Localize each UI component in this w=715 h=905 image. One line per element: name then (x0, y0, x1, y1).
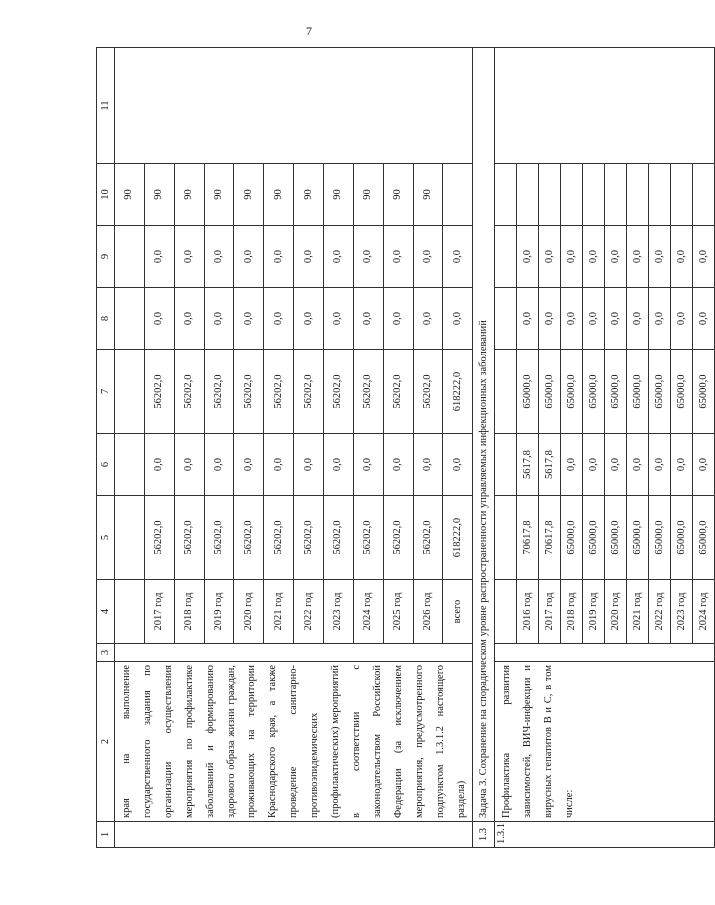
block1-description-text: края на выполнение государственного задания по организации осуществления мероприятия по профилактике заболеваний и формированию здорового образа жизни граждан, проживающих на территории Краснодарского края, а также проведение санитарно-противоэпидемических (профилактических) мероприятий в соответствии с законодательством Российской Федерации (за исключением мероприятия, предусмотренного подпунктом 1.3.1.2 настоящего раздела) (121, 664, 467, 818)
local-cell: 0,0 (443, 288, 473, 350)
total-cell: 65000,0 (693, 496, 715, 580)
year-cell: 2020 год (234, 580, 264, 644)
local-cell: 0,0 (649, 288, 671, 350)
year-cell: 2022 год (649, 580, 671, 644)
year-cell: 2018 год (174, 580, 204, 644)
cell (495, 580, 517, 644)
total-cell: 56202,0 (294, 496, 324, 580)
cell (495, 226, 517, 288)
year-cell: 2021 год (627, 580, 649, 644)
local-cell: 0,0 (413, 288, 443, 350)
federal-cell: 0,0 (605, 434, 627, 496)
indicator-value: 90 (115, 164, 145, 226)
table-body (97, 48, 715, 848)
total-cell: 70617,8 (517, 496, 539, 580)
indicator-cell: 90 (264, 164, 294, 226)
regional-cell: 56202,0 (144, 350, 174, 434)
regional-cell: 56202,0 (383, 350, 413, 434)
extra-cell: 0,0 (583, 226, 605, 288)
local-cell: 0,0 (671, 288, 693, 350)
year-cell: 2024 год (693, 580, 715, 644)
empty-cell (583, 164, 605, 226)
empty-cell (649, 164, 671, 226)
extra-cell: 0,0 (294, 226, 324, 288)
regional-cell: 65000,0 (539, 350, 561, 434)
extra-cell: 0,0 (353, 226, 383, 288)
year-cell: 2024 год (353, 580, 383, 644)
page-number: 7 (306, 24, 312, 38)
extra-cell: 0,0 (204, 226, 234, 288)
federal-cell: 0,0 (693, 434, 715, 496)
year-cell: 2019 год (583, 580, 605, 644)
local-cell: 0,0 (234, 288, 264, 350)
regional-cell: 65000,0 (517, 350, 539, 434)
year-cell: 2021 год (264, 580, 294, 644)
total-cell: 65000,0 (605, 496, 627, 580)
total-cell: 65000,0 (671, 496, 693, 580)
federal-cell: 0,0 (264, 434, 294, 496)
block1-description (115, 662, 473, 822)
regional-cell: 65000,0 (649, 350, 671, 434)
cell (115, 350, 145, 434)
local-cell: 0,0 (517, 288, 539, 350)
cell (115, 434, 145, 496)
block2-col3-cell (495, 644, 715, 662)
total-cell: 56202,0 (144, 496, 174, 580)
federal-cell: 0,0 (413, 434, 443, 496)
total-cell: 56202,0 (174, 496, 204, 580)
total-cell: 65000,0 (561, 496, 583, 580)
regional-cell: 56202,0 (353, 350, 383, 434)
federal-cell: 0,0 (144, 434, 174, 496)
extra-cell: 0,0 (443, 226, 473, 288)
empty-cell (671, 164, 693, 226)
total-cell: 56202,0 (234, 496, 264, 580)
federal-cell: 5617,8 (539, 434, 561, 496)
indicator-cell: 90 (383, 164, 413, 226)
federal-cell: 0,0 (324, 434, 354, 496)
regional-cell: 65000,0 (671, 350, 693, 434)
block2-num: 1.3.1 (495, 822, 715, 848)
regional-cell: 56202,0 (174, 350, 204, 434)
col-header: 3 (97, 644, 115, 662)
empty-cell (627, 164, 649, 226)
federal-cell: 0,0 (174, 434, 204, 496)
total-cell: 56202,0 (413, 496, 443, 580)
extra-cell: 0,0 (693, 226, 715, 288)
federal-cell: 5617,8 (517, 434, 539, 496)
empty-cell (561, 164, 583, 226)
block1-num-cell (115, 822, 473, 848)
indicator-cell: 90 (324, 164, 354, 226)
task-title: Задача 3. Сохранение на спорадическом уровне распространенности управляемых инфекционных заболеваний (473, 48, 495, 822)
total-cell: 65000,0 (627, 496, 649, 580)
col-header: 2 (97, 662, 115, 822)
extra-cell: 0,0 (144, 226, 174, 288)
header-row (97, 48, 115, 848)
extra-cell: 0,0 (383, 226, 413, 288)
block2-col11-cell (495, 48, 715, 164)
col-header: 11 (97, 48, 115, 164)
regional-cell: 56202,0 (234, 350, 264, 434)
local-cell: 0,0 (294, 288, 324, 350)
federal-cell: 0,0 (443, 434, 473, 496)
program-table (96, 47, 715, 848)
local-cell: 0,0 (539, 288, 561, 350)
indicator-cell: 90 (353, 164, 383, 226)
total-cell: 56202,0 (324, 496, 354, 580)
extra-cell: 0,0 (324, 226, 354, 288)
regional-cell: 56202,0 (294, 350, 324, 434)
indicator-cell: 90 (294, 164, 324, 226)
extra-cell: 0,0 (517, 226, 539, 288)
year-cell: 2018 год (561, 580, 583, 644)
extra-cell: 0,0 (649, 226, 671, 288)
regional-cell: 56202,0 (204, 350, 234, 434)
total-cell: 70617,8 (539, 496, 561, 580)
cell (495, 164, 517, 226)
empty-cell (539, 164, 561, 226)
year-cell: 2017 год (539, 580, 561, 644)
block2-description (495, 662, 715, 822)
col-header: 9 (97, 226, 115, 288)
total-cell: 618222,0 (443, 496, 473, 580)
local-cell: 0,0 (324, 288, 354, 350)
year-cell: всего (443, 580, 473, 644)
cell (495, 434, 517, 496)
federal-cell: 0,0 (234, 434, 264, 496)
local-cell: 0,0 (264, 288, 294, 350)
year-cell: 2020 год (605, 580, 627, 644)
col-header: 7 (97, 350, 115, 434)
col-header: 8 (97, 288, 115, 350)
local-cell: 0,0 (627, 288, 649, 350)
year-cell: 2017 год (144, 580, 174, 644)
empty-cell (693, 164, 715, 226)
federal-cell: 0,0 (583, 434, 605, 496)
extra-cell: 0,0 (627, 226, 649, 288)
col-header: 10 (97, 164, 115, 226)
federal-cell: 0,0 (383, 434, 413, 496)
local-cell: 0,0 (583, 288, 605, 350)
local-cell: 0,0 (204, 288, 234, 350)
regional-cell: 56202,0 (264, 350, 294, 434)
regional-cell: 65000,0 (605, 350, 627, 434)
extra-cell: 0,0 (539, 226, 561, 288)
year-cell: 2025 год (383, 580, 413, 644)
extra-cell: 0,0 (561, 226, 583, 288)
year-cell: 2022 год (294, 580, 324, 644)
total-cell: 56202,0 (353, 496, 383, 580)
cell (495, 350, 517, 434)
year-cell: 2016 год (517, 580, 539, 644)
total-cell: 56202,0 (383, 496, 413, 580)
regional-cell: 56202,0 (324, 350, 354, 434)
total-cell: 65000,0 (649, 496, 671, 580)
indicator-cell: 90 (234, 164, 264, 226)
cell (495, 288, 517, 350)
block2-top-row (495, 48, 517, 848)
indicator-cell: 90 (204, 164, 234, 226)
local-cell: 0,0 (174, 288, 204, 350)
extra-cell: 0,0 (234, 226, 264, 288)
federal-cell: 0,0 (671, 434, 693, 496)
cell (115, 580, 145, 644)
cell (115, 226, 145, 288)
total-cell: 56202,0 (204, 496, 234, 580)
total-cell: 65000,0 (583, 496, 605, 580)
extra-cell: 0,0 (605, 226, 627, 288)
year-cell: 2023 год (671, 580, 693, 644)
cell (115, 288, 145, 350)
cell (115, 496, 145, 580)
regional-cell: 65000,0 (561, 350, 583, 434)
year-cell: 2026 год (413, 580, 443, 644)
local-cell: 0,0 (353, 288, 383, 350)
block1-col3-cell (115, 644, 473, 662)
local-cell: 0,0 (144, 288, 174, 350)
task-row (473, 48, 495, 848)
local-cell: 0,0 (693, 288, 715, 350)
empty-cell (605, 164, 627, 226)
col-header: 6 (97, 434, 115, 496)
empty-cell (517, 164, 539, 226)
block1-col11-cell (115, 48, 473, 164)
extra-cell: 0,0 (264, 226, 294, 288)
regional-cell: 65000,0 (693, 350, 715, 434)
col-header: 5 (97, 496, 115, 580)
local-cell: 0,0 (561, 288, 583, 350)
federal-cell: 0,0 (294, 434, 324, 496)
year-cell: 2023 год (324, 580, 354, 644)
local-cell: 0,0 (605, 288, 627, 350)
cell (495, 496, 517, 580)
regional-cell: 618222,0 (443, 350, 473, 434)
col-header: 4 (97, 580, 115, 644)
task-number: 1.3 (473, 822, 495, 848)
regional-cell: 56202,0 (413, 350, 443, 434)
extra-cell: 0,0 (174, 226, 204, 288)
federal-cell: 0,0 (353, 434, 383, 496)
local-cell: 0,0 (383, 288, 413, 350)
col-header: 1 (97, 822, 115, 848)
indicator-cell: 90 (144, 164, 174, 226)
federal-cell: 0,0 (561, 434, 583, 496)
indicator-cell (443, 164, 473, 226)
regional-cell: 65000,0 (627, 350, 649, 434)
indicator-cell: 90 (413, 164, 443, 226)
regional-cell: 65000,0 (583, 350, 605, 434)
indicator-cell: 90 (174, 164, 204, 226)
extra-cell: 0,0 (671, 226, 693, 288)
extra-cell: 0,0 (413, 226, 443, 288)
year-cell: 2019 год (204, 580, 234, 644)
rotated-table-container (96, 48, 709, 848)
block2-description-text: Профилактика развития зависимостей, ВИЧ-инфекции и вирусных гепатитов В и С, в том числе: (501, 665, 576, 818)
federal-cell: 0,0 (627, 434, 649, 496)
total-cell: 56202,0 (264, 496, 294, 580)
block1-top-row (115, 48, 145, 848)
federal-cell: 0,0 (649, 434, 671, 496)
federal-cell: 0,0 (204, 434, 234, 496)
